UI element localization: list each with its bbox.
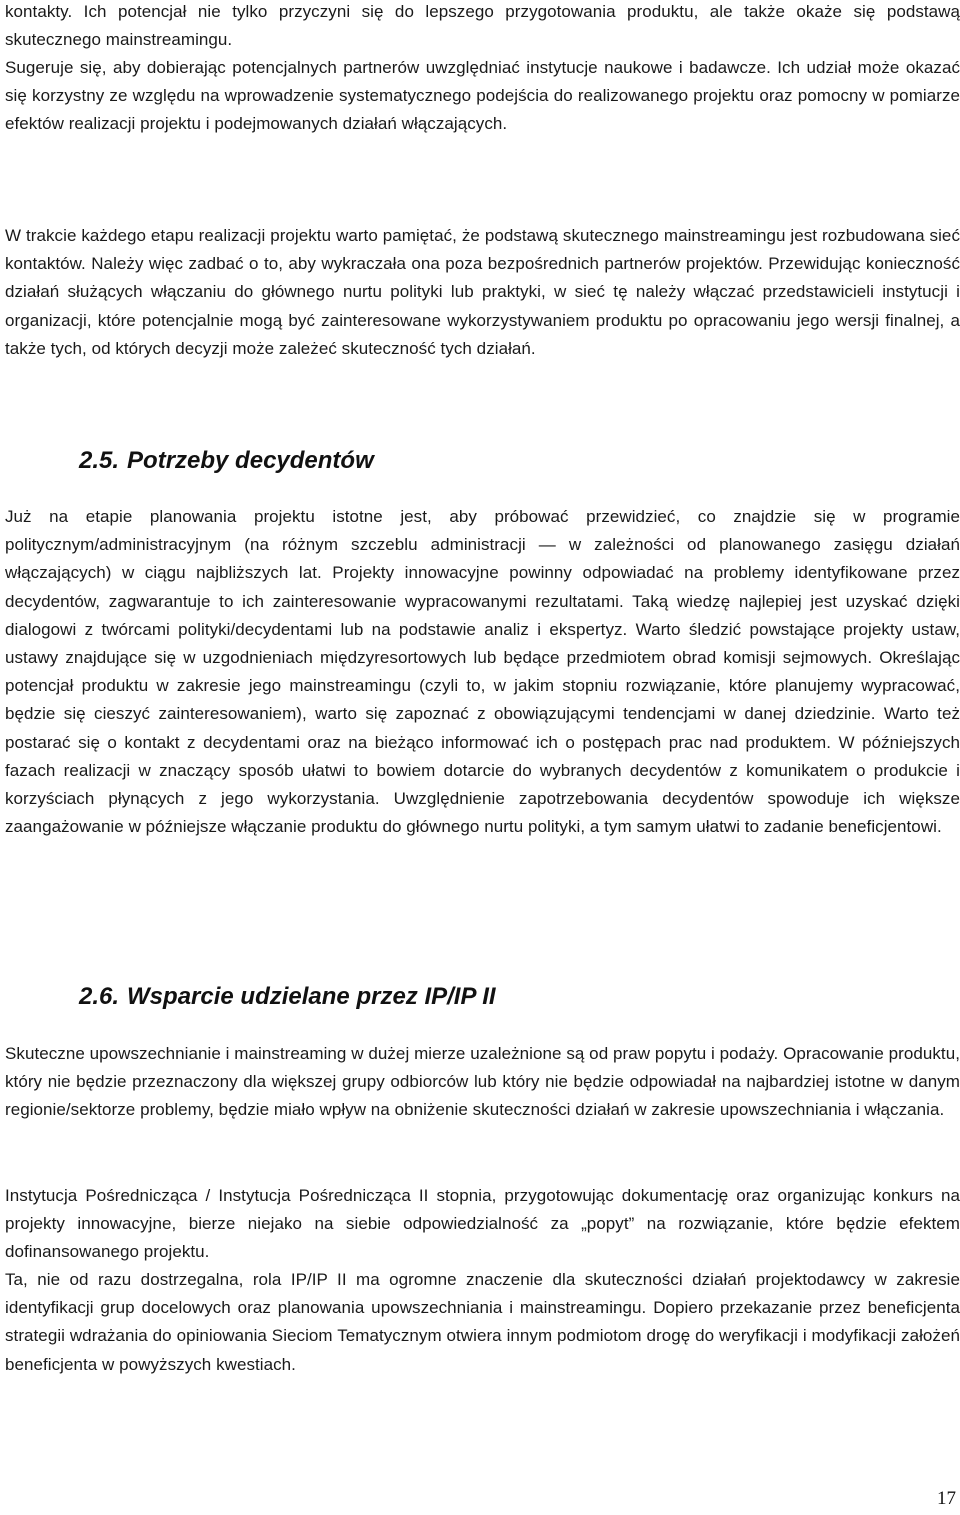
section-title: Potrzeby decydentów — [127, 447, 374, 474]
section-title: Wsparcie udzielane przez IP/IP II — [127, 983, 496, 1010]
section-heading-2-5 — [79, 444, 374, 478]
section-number: 2.6. — [79, 983, 120, 1010]
page-number: 17 — [937, 1488, 956, 1509]
paragraph-research-institutions: Sugeruje się, aby dobierając potencjalnych partnerów uwzględniać instytucje naukowe i badawcze. Ich udział może okazać się korzystny ze względu na wprowadzenie systematycznego podejścia do realizowanego projektu oraz pomocny w pomiarze efektów realizacji projektu i podejmowanych działań włączających. — [5, 58, 960, 134]
paragraph-supply-demand: Skuteczne upowszechnianie i mainstreaming w dużej mierze uzależnione są od praw popytu i podaży. Opracowanie produktu, który nie będzie przeznaczony dla większej grupy odbiorców lub który nie będzie odpowiadał na najbardziej istotne w danym regionie/sektorze problemy, będzie miało wpływ na obniżenie skuteczności działań w zakresie upowszechniania i włączania. — [5, 1044, 960, 1120]
paragraph-partners-potential: kontakty. Ich potencjał nie tylko przyczyni się do lepszego przygotowania produktu, ale także okaże się podstawą skutecznego mainstreamingu. — [5, 2, 960, 50]
section-number: 2.5. — [79, 447, 120, 474]
paragraph-intermediate-institution: Instytucja Pośrednicząca / Instytucja Pośrednicząca II stopnia, przygotowując dokumentację oraz organizując konkurs na projekty innowacyjne, bierze niejako na siebie odpowiedzialność za „popyt” na rozwiązanie, które będzie efektem dofinansowanego projektu. — [5, 1186, 960, 1262]
paragraph-decision-makers-needs: Już na etapie planowania projektu istotne jest, aby próbować przewidzieć, co znajdzie się w programie politycznym/administracyjnym (na różnym szczeblu administracji — w zależności od planowanego zasięgu działań włączających) w ciągu najbliższych lat. Projekty innowacyjne powinny odpowiadać na problemy identyfikowane przez decydentów, zagwarantuje to ich zainteresowanie wypracowanymi rezultatami. Taką wiedzę najlepiej jest uzyskać dzięki dialogowi z twórcami polityki/decydentami lub na podstawie analiz i ekspertyz. Warto śledzić powstające projekty ustaw, ustawy znajdujące się w uzgodnieniach międzyresortowych lub będące przedmiotem obrad komisji sejmowych. Określając potencjał produktu w zakresie jego mainstreamingu (czyli to, w jakim stopniu rozwiązanie, które planujemy wypracować, będzie się cieszyć zainteresowaniem), warto się zapoznać z obowiązującymi tendencjami w danej dziedzinie. Warto też postarać się o kontakt z decydentami oraz na bieżąco informować ich o postępach prac nad produktem. W późniejszych fazach realizacji w znaczący sposób ułatwi to bowiem dotarcie do wybranych decydentów z komunikatem o produkcie i korzyściach płynących z jego wykorzystania. Uwzględnienie zapotrzebowania decydentów spowoduje ich większe zaangażowanie w późniejsze włączanie produktu do głównego nurtu polityki, a tym samym ułatwi to zadanie beneficjentowi. — [5, 507, 960, 837]
paragraph-ip-role: Ta, nie od razu dostrzegalna, rola IP/IP II ma ogromne znaczenie dla skuteczności działań projektodawcy w zakresie identyfikacji grup docelowych oraz planowania upowszechniania i mainstreamingu. Dopiero przekazanie przez beneficjenta strategii wdrażania do opiniowania Sieciom Tematycznym otwiera innym podmiotom drogę do weryfikacji i modyfikacji założeń beneficjenta w powyższych kwestiach. — [5, 1270, 960, 1374]
paragraph-contact-network: W trakcie każdego etapu realizacji projektu warto pamiętać, że podstawą skutecznego mainstreamingu jest rozbudowana sieć kontaktów. Należy więc zadbać o to, aby wykraczała ona poza bezpośrednich partnerów projektów. Przewidując konieczność działań służących włączaniu do głównego nurtu polityki lub praktyki, w sieć tę należy włączać przedstawicieli instytucji i organizacji, które potencjalnie mogą być zainteresowane wykorzystywaniem produktu po opracowaniu jego wersji finalnej, a także tych, od których decyzji może zależeć skuteczność tych działań. — [5, 226, 960, 358]
section-heading-2-6 — [79, 980, 496, 1014]
